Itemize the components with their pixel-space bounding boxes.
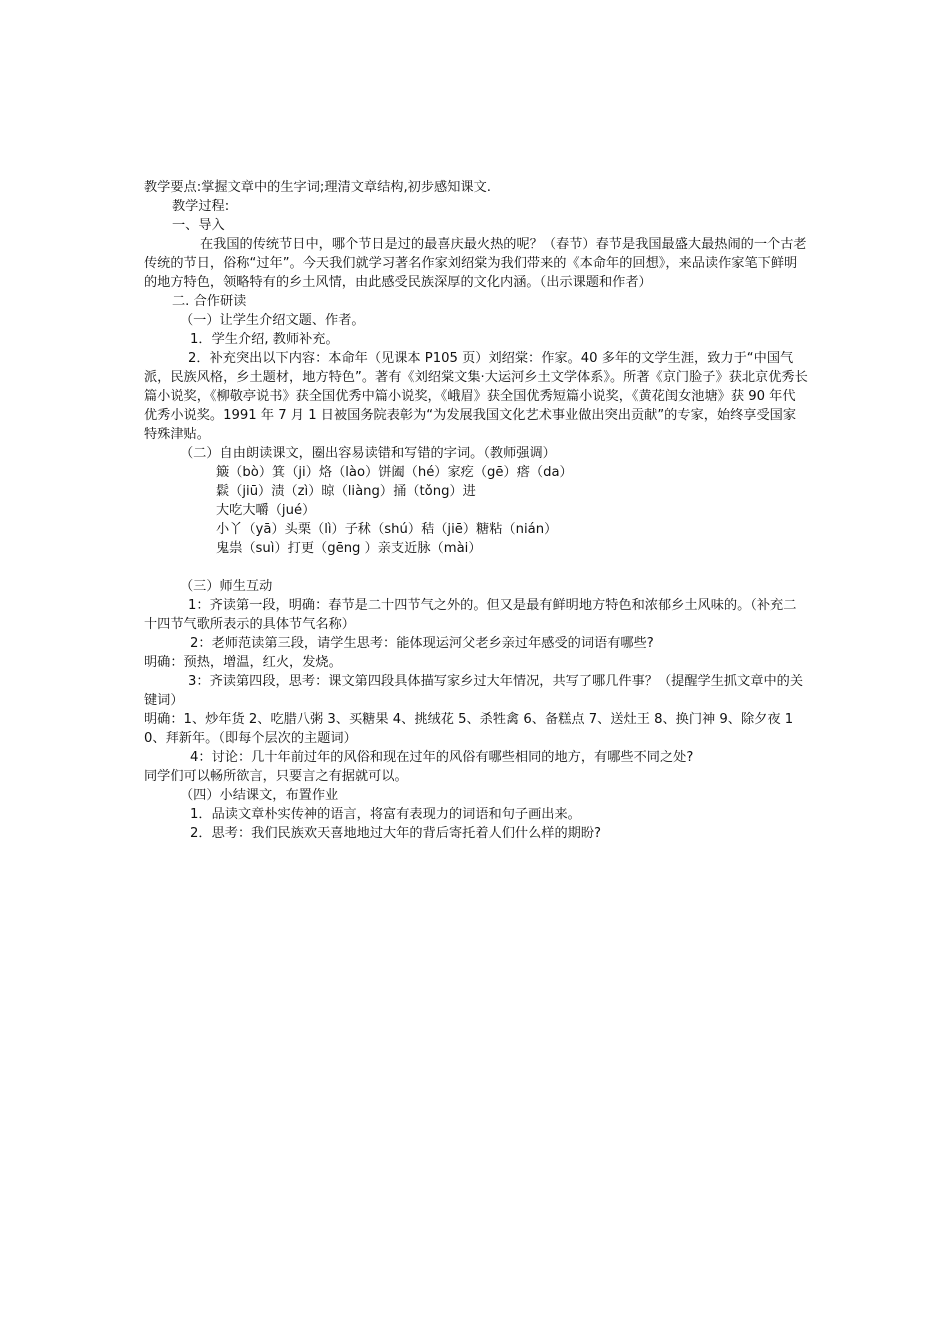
teaching-process-title: 教学过程: (172, 199, 230, 214)
vocab-line: 大吃大嚼（jué） (216, 503, 316, 518)
teaching-key-points: 教学要点:掌握文章中的生字词;理清文章结构,初步感知课文. (144, 180, 491, 195)
part-1-item-2: 2．补充突出以下内容：本命年（见课本 P105 页）刘绍棠：作家。40 多年的文学生涯，致力于“中国气派，民族风格，乡土题材，地方特色”。著有《刘绍棠文集·大运河乡土文学体系》。所著《京门脸子》获北京优秀长篇小说奖，《柳敬亭说书》获全国优秀中篇小说奖，《峨眉》获全国优秀短篇小说奖，《黄花闺女池塘》获 90 年代优秀小说奖。1991 年 7 月 1 日被国务院表彰为“为发展我国文化艺术事业做出突出贡献”的专家，始终享受国家特殊津贴。 (144, 351, 808, 442)
part-1-title: （一）让学生介绍文题、作者。 (180, 313, 365, 328)
vocab-line: 鬏（jiū）渍（zì）晾（liàng）捅（tǒng）进 (216, 484, 476, 499)
part-4-item-1: 1．品读文章朴实传神的语言，将富有表现力的词语和句子画出来。 (190, 807, 581, 822)
part-3-item-4-answer: 同学们可以畅所欲言，只要言之有据就可以。 (144, 769, 408, 784)
part-3-item-4: 4：讨论：几十年前过年的风俗和现在过年的风俗有哪些相同的地方，有哪些不同之处? (190, 750, 694, 765)
vocab-list (144, 463, 808, 558)
part-3-item-2-answer: 明确：预热，增温，红火，发烧。 (144, 655, 342, 670)
part-3-item-3-answer: 明确：1、炒年货 2、吃腊八粥 3、买糖果 4、挑绒花 5、杀牲禽 6、备糕点 7、送灶王 8、换门神 9、除夕夜 10、拜新年。（即每个层次的主题词） (144, 712, 794, 746)
part-2-title: （二）自由朗读课文，圈出容易读错和写错的字词。（教师强调） (180, 446, 556, 461)
part-3-title: （三）师生互动 (180, 579, 273, 594)
part-1-item-1: 1．学生介绍, 教师补充。 (190, 332, 339, 347)
part-3-item-2: 2：老师范读第三段，请学生思考：能体现运河父老乡亲过年感受的词语有哪些? (190, 636, 654, 651)
section-1-paragraph: 在我国的传统节日中，哪个节日是过的最喜庆最火热的呢？（春节）春节是我国最盛大最热闹的一个古老传统的节日，俗称“过年”。今天我们就学习著名作家刘绍棠为我们带来的《本命年的回想》，来品读作家笔下鲜明的地方特色，领略特有的乡土风情，由此感受民族深厚的文化内涵。（出示课题和作者） (144, 237, 807, 290)
section-1-title: 一、导入 (172, 218, 225, 233)
part-4-item-2: 2．思考：我们民族欢天喜地地过大年的背后寄托着人们什么样的期盼? (190, 826, 602, 841)
part-3-item-1: 1：齐读第一段，明确：春节是二十四节气之外的。但又是最有鲜明地方特色和浓郁乡土风味的。（补充二十四节气歌所表示的具体节气名称） (144, 598, 797, 632)
section-2-title: 二. 合作研读 (172, 294, 247, 309)
document-body (144, 178, 808, 843)
vocab-line: 鬼祟（suì）打更（gēng ）亲支近脉（mài） (216, 541, 482, 556)
vocab-line: 小丫（yā）头栗（lì）子秫（shú）秸（jiē）糖粘（nián） (216, 522, 558, 537)
part-4-title: （四）小结课文，布置作业 (180, 788, 339, 803)
vocab-line: 簸（bò）箕（ji）烙（lào）饼阖（hé）家疙（gē）瘩（da） (216, 465, 573, 480)
part-3-item-3: 3：齐读第四段，思考：课文第四段具体描写家乡过大年情况，共写了哪几件事？（提醒学生抓文章中的关键词） (144, 674, 804, 708)
spacer (144, 558, 808, 577)
